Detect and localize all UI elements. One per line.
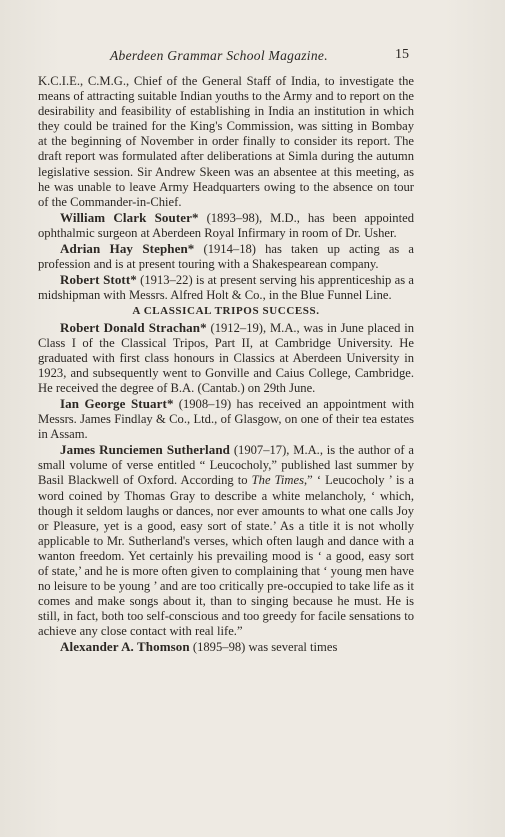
paragraph-text: (1893–98), M.D., has been appointed ophthalmic surgeon at Aberdeen Royal Infirmary in room of Dr. Usher. xyxy=(38,210,414,240)
person-name: Ian George Stuart* xyxy=(60,395,174,411)
article-body xyxy=(38,74,414,656)
running-title: Aberdeen Grammar School Magazine. xyxy=(110,48,328,63)
paragraph-text: (1914–18) has taken up acting as a profession and is at present touring with a Shakespearean company. xyxy=(38,242,415,272)
person-name: William Clark Souter* xyxy=(60,209,199,225)
paragraph-text: ,” ‘ Leucocholy ’ is a word coined by Thomas Gray to describe a white melancholy, ‘ which, though it seldom laughs or dances, nor ever amounts to what one calls Joy or Pleasure, yet is a good, easy sort of state.’ As a title it is not wholly applicable to Mr. Sutherland's verses, which often laugh and dance with a wanton freedom. Yet certainly his prevailing mood is ‘ a good, easy sort of state,’ and he is more often given to complaining that ‘ young men have no leisure to be young ’ and are too critically pre-occupied to take life as it comes and make songs about it, than to singing because he must. He is still, in fact, both too self-conscious and too greedy for facile sensations to achieve any close contact with real life.” xyxy=(38,473,414,639)
section-heading: A CLASSICAL TRIPOS SUCCESS. xyxy=(132,305,320,318)
paragraph-strachan xyxy=(38,320,414,396)
paragraph-text: (1912–19), M.A., was in June placed in Class I of the Classical Tripos, Part II, at Cambridge University. He graduated with first class honours in Classics at Aberdeen University in 1923, and subsequently went to Gonville and Caius College, Cambridge. He received the degree of B.A. (Cantab.) on 29th June. xyxy=(38,320,415,395)
paragraph-souter xyxy=(38,210,414,241)
paragraph-text: (1908–19) has received an appointment with Messrs. James Findlay & Co., Ltd., of Glasgow, on one of their tea estates in Assam. xyxy=(38,396,414,442)
paragraph-stuart xyxy=(38,396,414,442)
paragraph-text: (1907–17), M.A., is the author of a small volume of verse entitled “ Leucocholy,” published last summer by Basil Blackwell of Oxford. According to xyxy=(38,443,415,488)
paragraph-thomson xyxy=(38,639,414,655)
person-name: Robert Stott* xyxy=(60,272,137,288)
page-number: 15 xyxy=(395,47,409,62)
italic-title: The Times xyxy=(251,473,305,488)
paragraph-continuation: K.C.I.E., C.M.G., Chief of the General Staff of India, to investigate the means of attracting suitable Indian youths to the Army and to report on the desirability and feasibility of establishing in India an institution in which they could be trained for the King's Commission, was sitting in Bombay at the beginning of November in order finally to consider its report. The draft report was formulated after deliberations at Simla during the autumn legislative session. Sir Andrew Skeen was an absentee at this meeting, as he was unable to leave Army Headquarters owing to the absence on tour of the Commander-in-Chief. xyxy=(38,74,414,209)
paragraph-text: (1913–22) is at present serving his apprenticeship as a midshipman with Messrs. Alfred Holt & Co., in the Blue Funnel Line. xyxy=(38,273,414,303)
person-name: Alexander A. Thomson xyxy=(60,639,190,655)
paragraph-text: (1895–98) was several times xyxy=(189,640,338,655)
person-name: Adrian Hay Stephen* xyxy=(60,241,195,257)
paragraph-sutherland xyxy=(38,442,414,639)
person-name: Robert Donald Strachan* xyxy=(60,319,207,335)
paragraph-stephen xyxy=(38,241,414,272)
paragraph-stott xyxy=(38,272,414,303)
person-name: James Runciemen Sutherland xyxy=(60,442,231,458)
